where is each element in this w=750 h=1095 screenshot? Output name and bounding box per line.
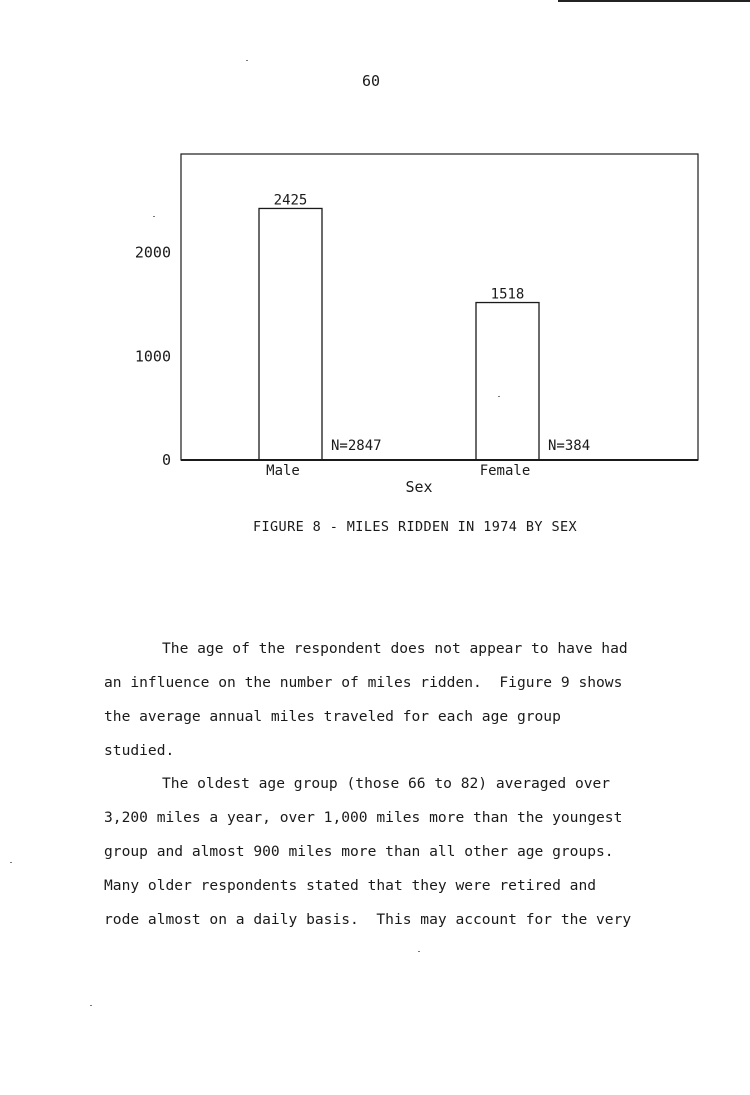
bar-value-label: 2425 <box>273 192 308 209</box>
text-line: studied. <box>104 742 175 759</box>
x-tick-label: Female <box>479 463 531 479</box>
scan-speck <box>153 216 155 217</box>
paragraph-2 <box>104 767 724 937</box>
y-axis-ticks <box>135 244 171 469</box>
text-line: rode almost on a daily basis. This may account for the very <box>104 911 632 928</box>
text-line: group and almost 900 miles more than all other age groups. <box>104 843 614 860</box>
bar-male <box>259 208 322 460</box>
text-line: The age of the respondent does not appear to have had <box>162 640 628 657</box>
text-line: Many older respondents stated that they were retired and <box>104 877 597 894</box>
paragraph-1 <box>104 632 724 768</box>
x-tick-label: Male <box>266 463 300 479</box>
scan-speck <box>498 396 500 397</box>
text-line: The oldest age group (those 66 to 82) averaged over <box>162 775 611 792</box>
bar-female <box>476 303 539 460</box>
bar-series <box>181 192 698 479</box>
text-line: 3,200 miles a year, over 1,000 miles more than the youngest <box>104 809 623 826</box>
y-tick-label: 2000 <box>134 243 171 262</box>
bar-chart <box>0 0 750 510</box>
y-tick-label: 0 <box>161 451 171 469</box>
y-tick-label: 1000 <box>134 347 171 366</box>
bar-value-label: 1518 <box>490 286 525 303</box>
figure-caption: FIGURE 8 - MILES RIDDEN IN 1974 BY SEX <box>252 519 578 535</box>
x-axis-label: Sex <box>405 478 433 496</box>
text-line: the average annual miles traveled for each age group <box>104 708 561 725</box>
sample-size-label: N=384 <box>548 438 591 454</box>
sample-size-label: N=2847 <box>331 438 382 454</box>
page-number: 60 <box>361 72 381 90</box>
scan-speck <box>418 951 420 952</box>
scan-speck <box>90 1005 92 1006</box>
scan-speck <box>246 60 248 61</box>
scan-speck <box>10 862 12 863</box>
text-line: an influence on the number of miles ridden. Figure 9 shows <box>104 674 623 691</box>
